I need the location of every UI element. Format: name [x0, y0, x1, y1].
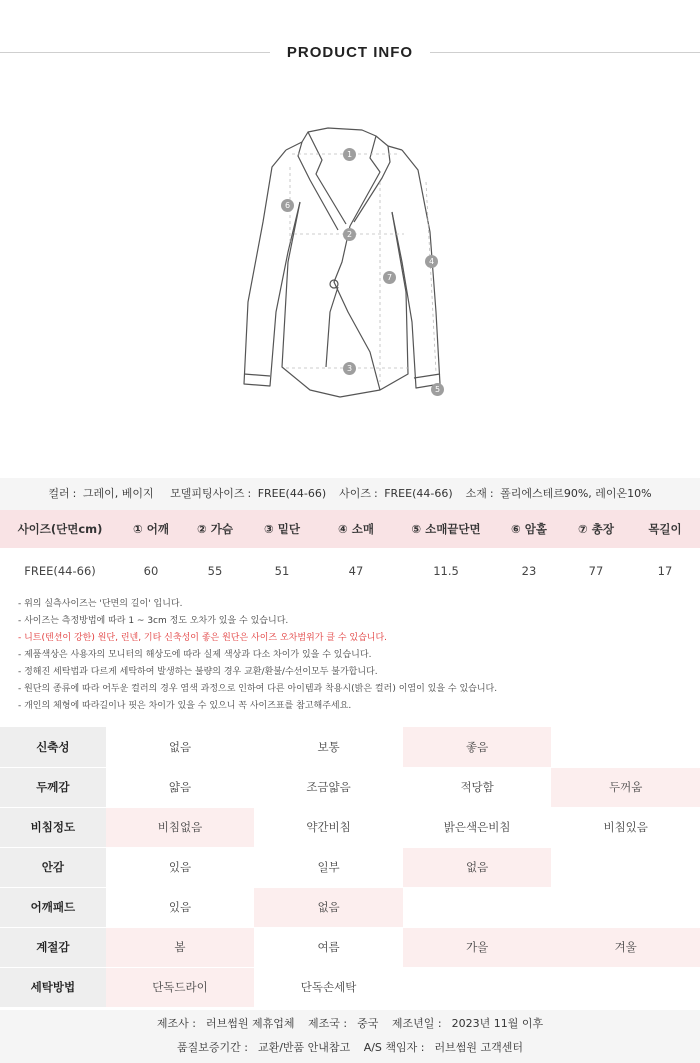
- size-cell: 60: [143, 564, 159, 578]
- size-header-cell: ⑦ 총장: [562, 510, 630, 548]
- attribute-option: 조금얇음: [254, 767, 403, 807]
- attribute-option-selected: 좋음: [403, 727, 552, 767]
- country-label: 제조국 :: [308, 1017, 348, 1030]
- fabric-attribute-table: [0, 727, 700, 1008]
- manufacturer-label: 제조사 :: [156, 1017, 196, 1030]
- attribute-row-sheerness: [0, 807, 700, 847]
- size-header-cell: ② 가슴: [182, 510, 248, 548]
- size-header-cell: ⑥ 암홀: [496, 510, 562, 548]
- header-divider-right: [430, 52, 700, 53]
- attribute-option: [551, 847, 700, 887]
- attribute-option: [403, 967, 552, 1007]
- model-size-label: 모델피팅사이즈: [170, 487, 245, 500]
- attribute-row-stretch: [0, 727, 700, 767]
- attribute-label: 세탁방법: [0, 967, 106, 1007]
- measure-marker-armhole: 6: [281, 199, 294, 212]
- header-divider-left: [0, 52, 270, 53]
- material-label: 소재: [465, 487, 487, 500]
- size-value: FREE(44-66): [384, 487, 453, 500]
- measure-marker-length: 7: [383, 271, 396, 284]
- warranty-label: 품질보증기간 :: [177, 1041, 248, 1054]
- measure-marker-chest: 2: [343, 228, 356, 241]
- product-summary-bar: 컬러 : 그레이, 베이지 모델피팅사이즈 : FREE(44-66) 사이즈 : FREE(44-66) 소재 : 폴리에스테르90%, 레이온10%: [0, 478, 700, 510]
- size-header-cell: 목길이: [630, 510, 700, 548]
- attribute-label: 두께감: [0, 767, 106, 807]
- attribute-row-washing: [0, 967, 700, 1007]
- attribute-row-shoulder-pad: [0, 887, 700, 927]
- attribute-option: 여름: [254, 927, 403, 967]
- size-cell: 11.5: [433, 564, 459, 578]
- country-value: 중국: [357, 1017, 379, 1030]
- measure-marker-sleeve-end: 5: [431, 383, 444, 396]
- size-cell: 51: [274, 564, 290, 578]
- size-header-cell: ③ 밑단: [248, 510, 316, 548]
- attribute-option: 일부: [254, 847, 403, 887]
- attribute-option: [551, 727, 700, 767]
- attribute-option: 없음: [106, 727, 255, 767]
- model-size-value: FREE(44-66): [257, 487, 327, 500]
- attribute-option-selected: 겨울: [551, 927, 700, 967]
- attribute-row-lining: [0, 847, 700, 887]
- note-line: - 정해진 세탁법과 다르게 세탁하여 발생하는 불량의 경우 교환/환불/수선이모두 불가합니다.: [18, 667, 378, 677]
- attribute-option-selected: 비침없음: [106, 807, 255, 847]
- measure-marker-hem: 3: [343, 362, 356, 375]
- date-label: 제조년일 :: [391, 1017, 442, 1030]
- footer-row-manufacture: [0, 1012, 700, 1036]
- attribute-option: [551, 967, 700, 1007]
- size-table-header-row: [0, 510, 700, 548]
- attribute-option-selected: 없음: [403, 847, 552, 887]
- attribute-label: 비침정도: [0, 807, 106, 847]
- size-cell: 23: [521, 564, 537, 578]
- material-value: 폴리에스테르90%, 레이온10%: [500, 487, 652, 500]
- measure-marker-sleeve: 4: [425, 255, 438, 268]
- attribute-option: 있음: [106, 847, 255, 887]
- color-label: 컬러: [48, 487, 70, 500]
- attribute-label: 어깨패드: [0, 887, 106, 927]
- section-header: [0, 34, 700, 74]
- note-line-warning: - 니트(텐션이 강한) 원단, 린넨, 기타 신축성이 좋은 원단은 사이즈 오차범위가 클 수 있습니다.: [18, 633, 388, 643]
- note-line: - 원단의 종류에 따라 어두운 컬러의 경우 염색 과정으로 인하여 다른 아이템과 착용시(밝은 컬러) 이염이 있을 수 있습니다.: [18, 684, 498, 694]
- footer-row-warranty: [0, 1036, 700, 1060]
- attribute-option-selected: 없음: [254, 887, 403, 927]
- note-line: - 제품색상은 사용자의 모니터의 해상도에 따라 실제 색상과 다소 차이가 있을 수 있습니다.: [18, 650, 372, 660]
- manufacturer-value: 러브썸원 제휴업체: [206, 1017, 295, 1030]
- attribute-option: 있음: [106, 887, 255, 927]
- size-header-cell: ④ 소매: [316, 510, 396, 548]
- attribute-option-selected: 가을: [403, 927, 552, 967]
- warranty-value: 교환/반품 안내참고: [257, 1041, 351, 1054]
- attribute-option: [403, 887, 552, 927]
- as-label: A/S 책임자 :: [363, 1041, 425, 1054]
- attribute-option: 단독손세탁: [254, 967, 403, 1007]
- section-title: PRODUCT INFO: [286, 44, 414, 61]
- color-value: 그레이, 베이지: [82, 487, 154, 500]
- attribute-option: 약간비침: [254, 807, 403, 847]
- size-table-row: [0, 548, 700, 594]
- size-cell: FREE(44-66): [24, 564, 96, 578]
- size-notes: [18, 596, 688, 715]
- attribute-option: 비침있음: [551, 807, 700, 847]
- date-value: 2023년 11월 이후: [451, 1017, 544, 1030]
- size-cell: 55: [207, 564, 223, 578]
- note-line: - 사이즈는 측정방법에 따라 1 ~ 3cm 정도 오차가 있을 수 있습니다.: [18, 616, 289, 626]
- measure-marker-shoulder: 1: [343, 148, 356, 161]
- attribute-label: 신축성: [0, 727, 106, 767]
- size-header-cell: 사이즈(단면cm): [0, 510, 120, 548]
- size-cell: 17: [657, 564, 673, 578]
- attribute-option: 보통: [254, 727, 403, 767]
- jacket-measurement-diagram: [230, 112, 470, 412]
- attribute-label: 안감: [0, 847, 106, 887]
- note-line: - 개인의 체형에 따라길이나 핏은 차이가 있을 수 있으니 꼭 사이즈표를 참고해주세요.: [18, 701, 352, 711]
- as-value: 러브썸원 고객센터: [434, 1041, 523, 1054]
- size-table: [0, 510, 700, 594]
- attribute-option: 밝은색은비침: [403, 807, 552, 847]
- size-label: 사이즈: [339, 487, 371, 500]
- attribute-option: 적당함: [403, 767, 552, 807]
- size-cell: 47: [348, 564, 364, 578]
- attribute-row-thickness: [0, 767, 700, 807]
- size-header-cell: ⑤ 소매끝단면: [396, 510, 496, 548]
- attribute-option-selected: 단독드라이: [106, 967, 255, 1007]
- attribute-option: [551, 887, 700, 927]
- attribute-option: 얇음: [106, 767, 255, 807]
- product-legal-footer: [0, 1010, 700, 1063]
- attribute-row-season: [0, 927, 700, 967]
- attribute-option-selected: 두꺼움: [551, 767, 700, 807]
- size-header-cell: ① 어깨: [120, 510, 182, 548]
- note-line: - 위의 실측사이즈는 '단면의 길이' 입니다.: [18, 599, 183, 609]
- attribute-option-selected: 봄: [106, 927, 255, 967]
- size-cell: 77: [588, 564, 604, 578]
- attribute-label: 계절감: [0, 927, 106, 967]
